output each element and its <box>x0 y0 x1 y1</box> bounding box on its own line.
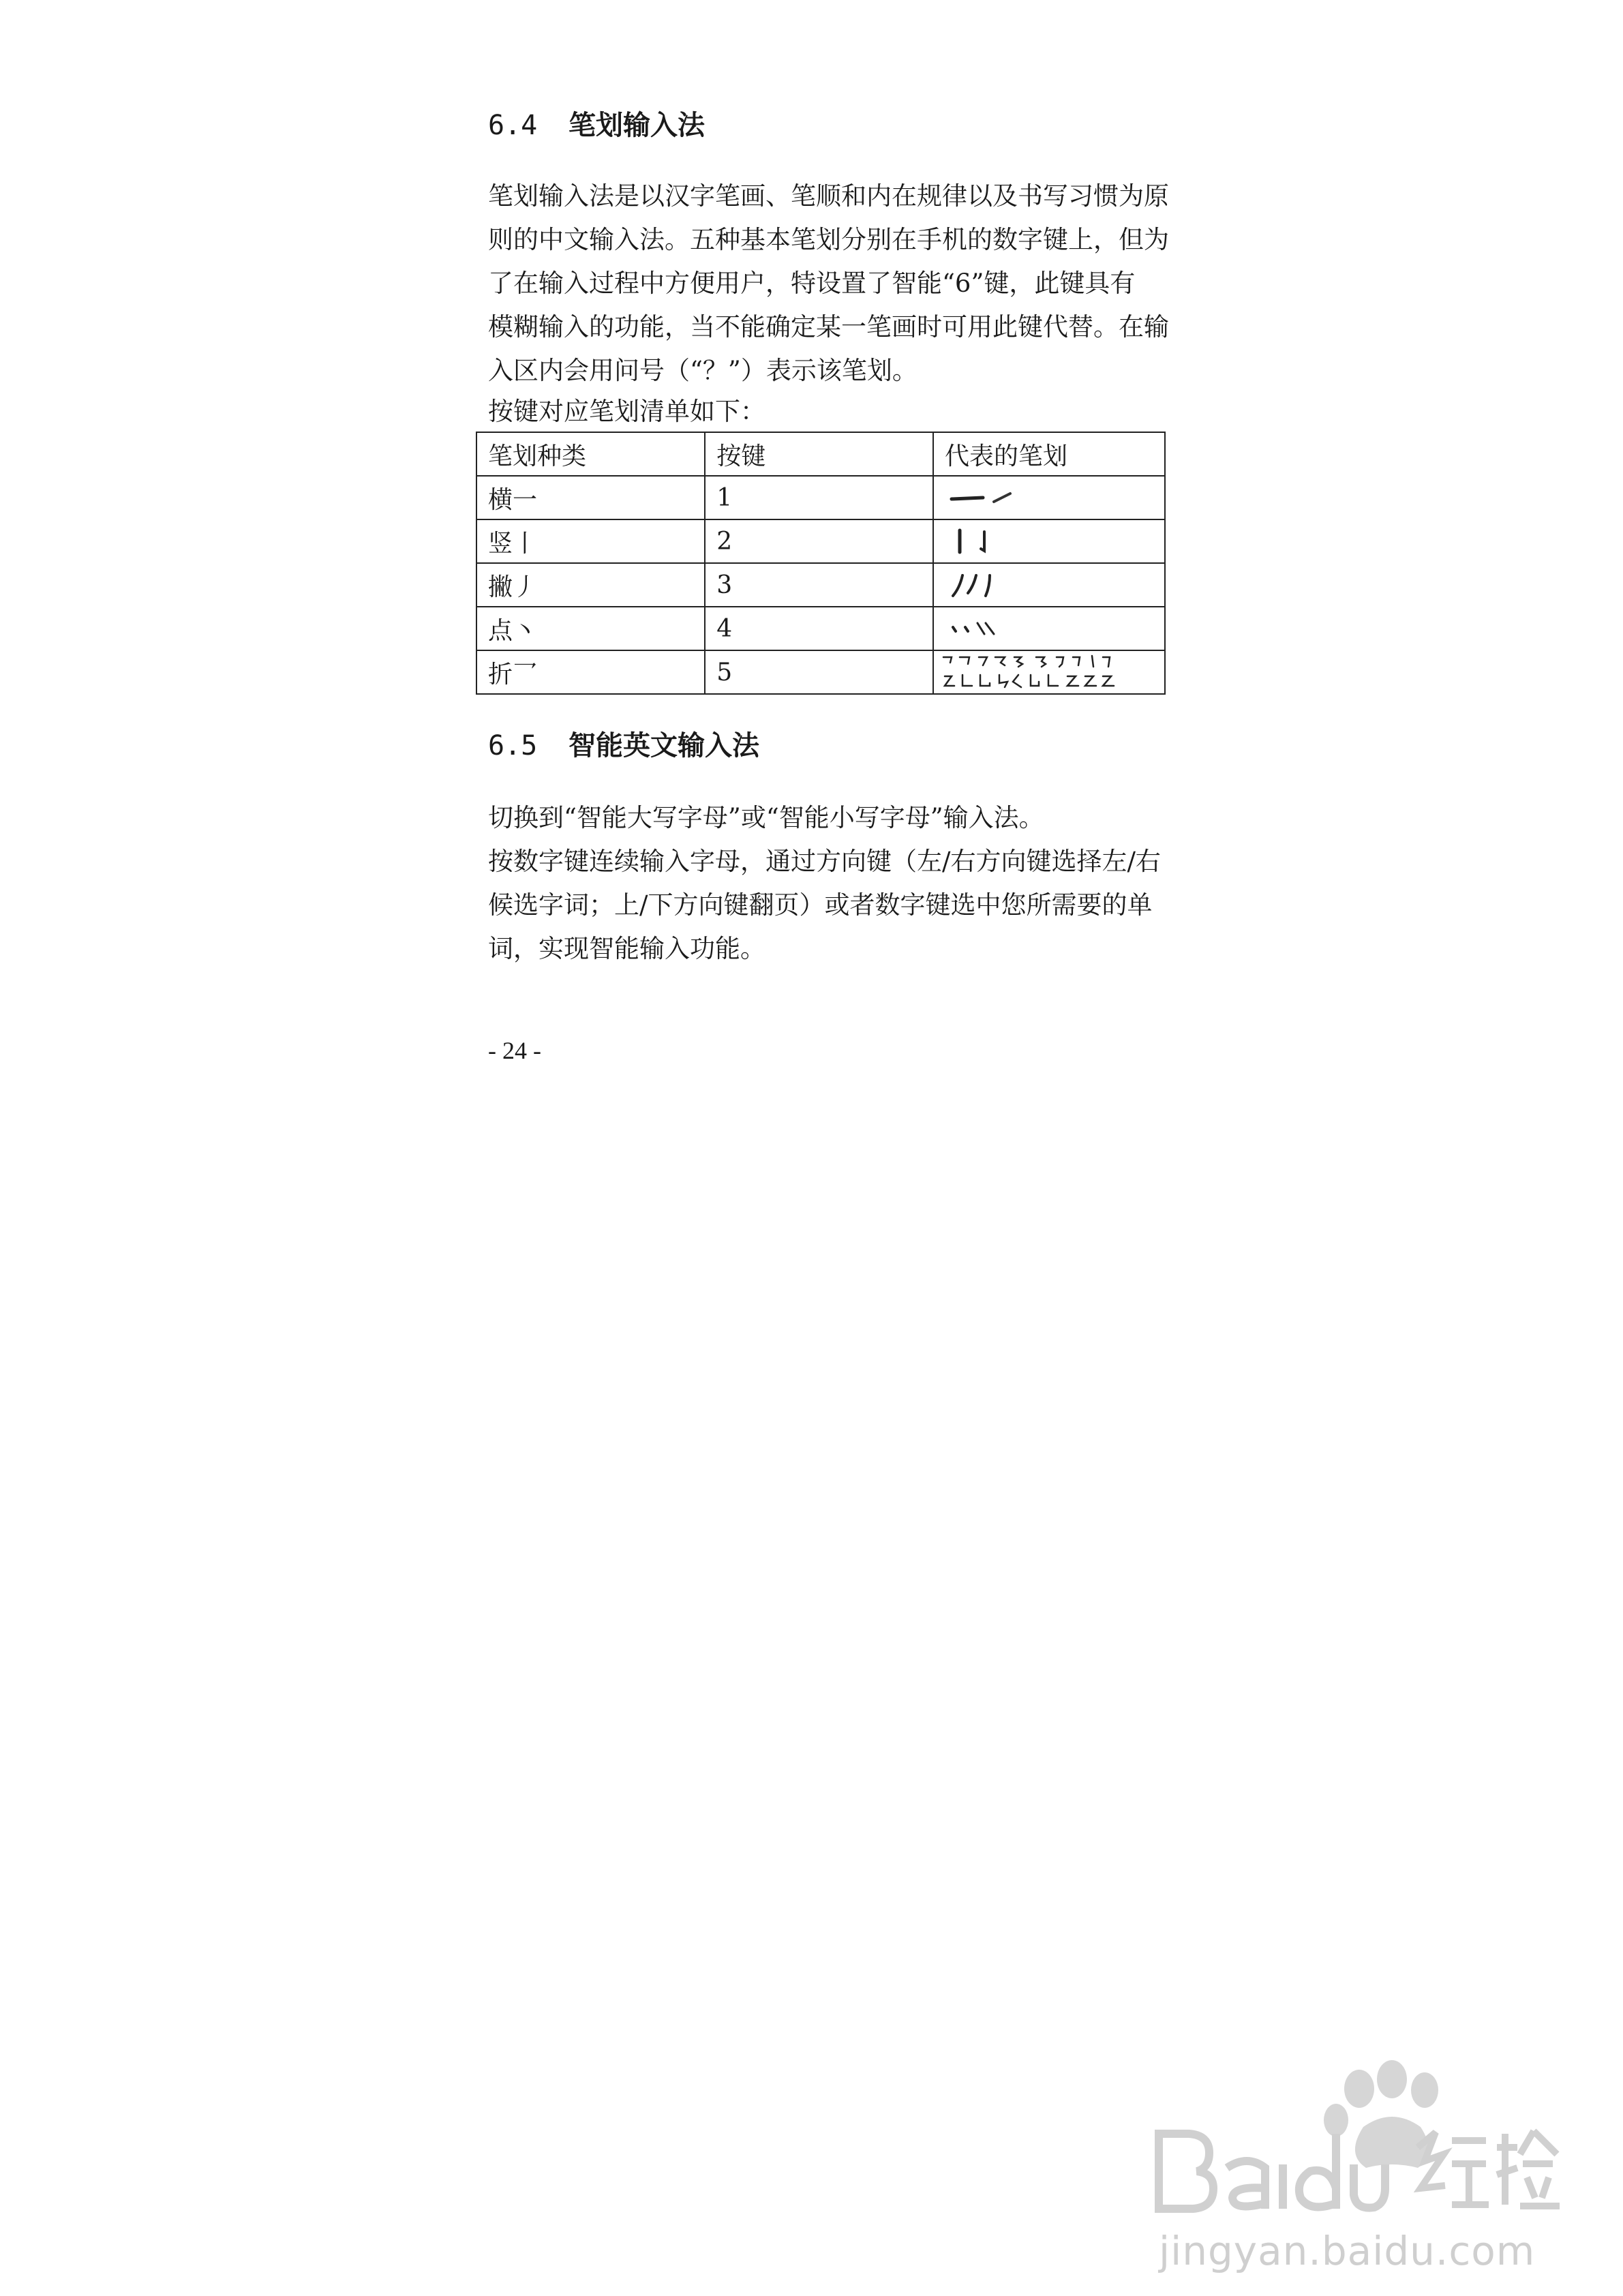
cell-stroke-type: 折乛 <box>476 650 705 694</box>
cell-stroke-type: 撇丿 <box>476 563 705 607</box>
table-intro: 按键对应笔划清单如下： <box>488 397 765 426</box>
vertical-strokes-icon <box>945 526 1081 556</box>
cell-key: 1 <box>705 476 933 519</box>
section-title: 智能英文输入法 <box>568 730 759 761</box>
paragraph-line: 模糊输入的功能，当不能确定某一笔画时可用此键代替。在输 <box>488 312 1169 342</box>
cell-stroke-type: 点丶 <box>476 607 705 650</box>
watermark-url: jingyan.baidu.com <box>1159 2228 1536 2274</box>
cell-strokes <box>933 563 1165 607</box>
section-title: 笔划输入法 <box>568 110 705 141</box>
section-heading-6-4 <box>488 109 705 142</box>
cell-strokes <box>933 607 1165 650</box>
table-row <box>476 563 1165 607</box>
dot-strokes-icon <box>945 614 1081 644</box>
table-row <box>476 650 1165 694</box>
cell-key: 2 <box>705 519 933 563</box>
table-row <box>476 519 1165 563</box>
table-row <box>476 607 1165 650</box>
cell-key: 4 <box>705 607 933 650</box>
table-row <box>476 476 1165 519</box>
cell-stroke-type: 竖丨 <box>476 519 705 563</box>
section-number: 6.4 <box>488 110 538 141</box>
cell-strokes <box>933 650 1165 694</box>
cell-stroke-type: 横一 <box>476 476 705 519</box>
turning-strokes-icon <box>939 653 1157 691</box>
paragraph-line: 则的中文输入法。五种基本笔划分别在手机的数字键上，但为 <box>488 225 1169 254</box>
header-stroke-type: 笔划种类 <box>476 432 705 476</box>
paragraph-line: 入区内会用问号（“？”）表示该笔划。 <box>488 356 917 385</box>
section-6-5-paragraph <box>488 796 1161 971</box>
section-number: 6.5 <box>488 730 538 761</box>
paragraph-line: 按数字键连续输入字母，通过方向键（左/右方向键选择左/右 <box>488 847 1161 876</box>
paragraph-line: 词，实现智能输入功能。 <box>488 934 765 963</box>
paragraph-line: 切换到“智能大写字母”或“智能小写字母”输入法。 <box>488 803 1044 832</box>
section-heading-6-5 <box>488 729 759 762</box>
cell-strokes <box>933 476 1165 519</box>
header-strokes: 代表的笔划 <box>933 432 1165 476</box>
cell-strokes <box>933 519 1165 563</box>
header-key: 按键 <box>705 432 933 476</box>
cell-key: 3 <box>705 563 933 607</box>
page-number: - 24 - <box>488 1037 541 1064</box>
left-falling-strokes-icon <box>945 570 1081 600</box>
paragraph-line: 了在输入过程中方便用户，特设置了智能“6”键，此键具有 <box>488 269 1136 298</box>
stroke-key-table <box>476 432 1166 695</box>
section-6-4-paragraph <box>488 175 1169 431</box>
table-header-row <box>476 432 1165 476</box>
paragraph-line: 笔划输入法是以汉字笔画、笔顺和内在规律以及书写习惯为原 <box>488 181 1169 211</box>
paragraph-line: 候选字词；上/下方向键翻页）或者数字键选中您所需要的单 <box>488 890 1153 920</box>
horizontal-strokes-icon <box>945 483 1081 513</box>
cell-key: 5 <box>705 650 933 694</box>
